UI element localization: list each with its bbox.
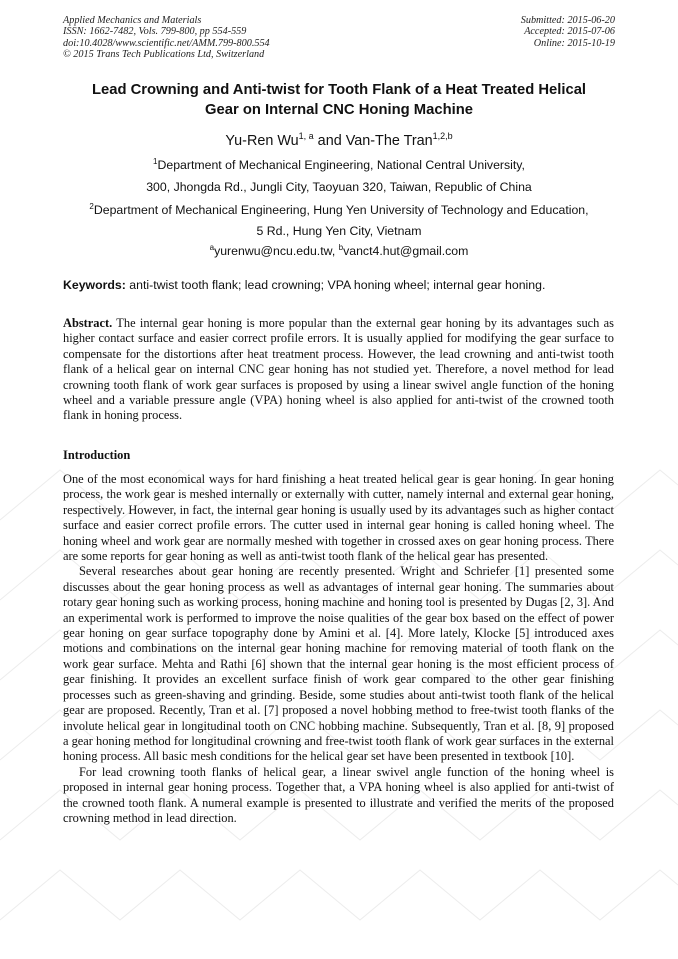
date-online: Online: 2015-10-19	[533, 37, 615, 49]
affiliation-2-marker: 2	[89, 202, 94, 211]
author-2-affiliation: 1,2,b	[432, 131, 453, 141]
affiliation-2-line-2: 5 Rd., Hung Yen City, Vietnam	[256, 224, 422, 238]
author-1-affiliation: 1, a	[298, 131, 314, 141]
affiliation-1-text: Department of Mechanical Engineering, National Central University,	[157, 158, 525, 173]
intro-paragraph-3: For lead crowning tooth flanks of helical gear, a linear swivel angle function of the honing wheel is proposed in internal gear honing process. Together that, a VPA honing wheel is also applied for anti-twist of the crowned tooth flank. A numeral example is presented to illustrate and verified the merits of the proposed crowning method in lead direction.	[63, 764, 614, 825]
keywords-text: anti-twist tooth flank; lead crowning; VPA honing wheel; internal gear honing.	[125, 278, 546, 292]
affiliation-1-marker: 1	[153, 157, 158, 166]
author-list	[60, 131, 618, 149]
affiliation-2-text: Department of Mechanical Engineering, Hung Yen University of Technology and Education,	[93, 203, 589, 218]
journal-copyright: © 2015 Trans Tech Publications Ltd, Switzerland	[63, 48, 265, 60]
author-2: Van-The Tran	[345, 132, 433, 149]
title-line-2: Gear on Internal CNC Honing Machine	[204, 101, 473, 118]
introduction-body	[63, 472, 614, 826]
journal-info	[63, 15, 270, 60]
affiliation-1-line-1	[60, 157, 618, 172]
email-a-marker: a	[209, 243, 215, 252]
journal-issn: ISSN: 1662-7482, Vols. 799-800, pp 554-559	[63, 26, 247, 38]
email-b[interactable]: vanct4.hut@gmail.com	[343, 244, 469, 259]
intro-paragraph-1: One of the most economical ways for hard finishing a heat treated helical gear is gear honing. In gear honing process, the work gear is meshed internally or externally with cutter, namely internal and external gear honing, respectively. However, in fact, the internal gear honing is usually used by its advantages such as higher contact surface and easier correct profile errors. The cutter used in internal gear honing is called honing wheel. The honing wheel and work gear are normally meshed with together in crossed axes on gear honing process. There are some reports for gear honing as well as anti-twist tooth flank of the helical gear has presented.	[63, 472, 614, 564]
email-b-marker: b	[338, 243, 344, 252]
affiliation-2-line-1	[60, 202, 618, 217]
author-1: Yu-Ren Wu	[225, 132, 299, 149]
email-a[interactable]: yurenwu@ncu.edu.tw,	[214, 244, 339, 259]
title-line-1: Lead Crowning and Anti-twist for Tooth Flank of a Heat Treated Helical	[91, 82, 587, 98]
abstract	[63, 316, 614, 424]
keywords	[63, 278, 615, 292]
affiliation-1-line-2: 300, Jhongda Rd., Jungli City, Taoyuan 320, Taiwan, Republic of China	[146, 180, 532, 194]
intro-paragraph-2: Several researches about gear honing are recently presented. Wright and Schriefer [1] presented some discusses about the gear honing process as well as advantages of internal gear honing. The summaries about rotary gear honing such as working process, honing machine and honing tool is presented by Dugas [2, 3]. And an experimental work is performed to improve the noise qualities of the gear box based on the effect of power gear honing on gear surface topography done by Amini et al. [4]. More lately, Klocke [5] introduced axes motions and combinations on the internal gear honing machine for removing material of tooth flank on the work gear surface. Mehta and Rathi [6] shown that the internal gear honing is the most efficient process of gear finishing. It provides an excellent surface finish of work gear compared to the other gear finishing processes such as green-shaving and grinding. Beside, some studies about anti-twist tooth flank of the helical gear are proposed. Recently, Tran et al. [7] proposed a novel hobbing method to free-twist tooth flanks of the involute helical gear in longitudinal tooth on CNC hobbing machine. Subsequently, Tran et al. [8, 9] proposed a gear honing method for longitudinal crowning and free-twist tooth flank of work gear surfaces in the external honing process. All basic mesh conditions for the helical gear set have been presented in textbook [10].	[63, 564, 614, 764]
date-submitted: Submitted: 2015-06-20	[520, 15, 615, 26]
submission-dates	[521, 15, 615, 49]
journal-doi: doi:10.4028/www.scientific.net/AMM.799-800.554	[63, 37, 270, 49]
journal-name: Applied Mechanics and Materials	[63, 15, 202, 26]
author-emails	[60, 243, 618, 258]
section-heading-introduction: Introduction	[63, 448, 131, 462]
keywords-label: Keywords:	[63, 278, 126, 292]
paper-title	[60, 81, 618, 120]
date-accepted: Accepted: 2015-07-06	[524, 26, 615, 38]
abstract-text: The internal gear honing is more popular than the external gear honing by its advantages such as higher contact surface and easier correct profile errors. It is usually applied for modifying the gear surface to compensate for the distortions after heat treatment process. However, the lead crowning and anti-twist tooth flank of a helical gear on internal CNC gear honing has not studied yet. Therefore, a novel method for lead crowning tooth flank of work gear surfaces is proposed by using a linear swivel angle function of the honing wheel and a variable pressure angle (VPA) honing wheel is also applied for anti-twist of the crowned tooth flank in honing process.	[63, 316, 614, 423]
author-connector: and	[313, 132, 346, 149]
abstract-label: Abstract.	[63, 316, 113, 330]
